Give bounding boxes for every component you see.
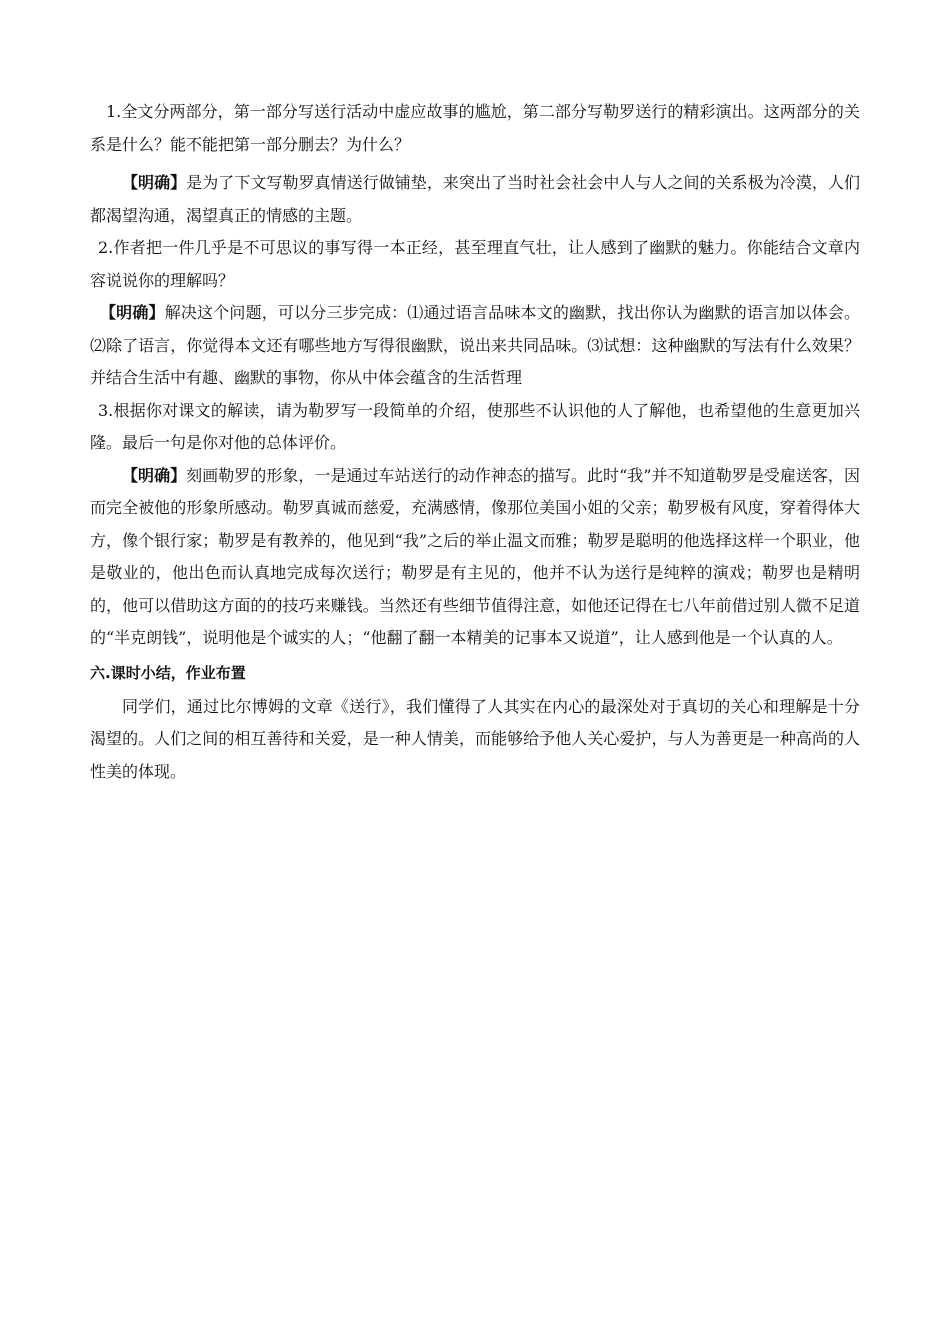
answer-2: [90, 297, 860, 395]
answer-3-text: 刻画勒罗的形象，一是通过车站送行的动作神态的描写。此时“我”并不知道勒罗是受雇送客，因而完全被他的形象所感动。勒罗真诚而慈爱，充满感情，像那位美国小姐的父亲；勒罗极有风度，穿着得体大方，像个银行家；勒罗是有教养的，他见到“我”之后的举止温文而雅；勒罗是聪明的他选择这样一个职业，他是敬业的，他出色而认真地完成每次送行；勒罗是有主见的，他并不认为送行是纯粹的演戏；勒罗也是精明的，他可以借助这方面的的技巧来赚钱。当然还有些细节值得注意，如他还记得在七八年前借过别人微不足道的“半克朗钱”，说明他是个诚实的人；“他翻了翻一本精美的记事本又说道”，让人感到他是一个认真的人。: [90, 465, 860, 647]
answer-3-tag: 【明确】: [122, 465, 187, 485]
question-1: 1.全文分两部分，第一部分写送行活动中虚应故事的尴尬，第二部分写勒罗送行的精彩演出。这两部分的关系是什么？能不能把第一部分删去？为什么？: [90, 102, 860, 154]
answer-1-text: 是为了下文写勒罗真情送行做铺垫，来突出了当时社会社会中人与人之间的关系极为冷漠，人们都渴望沟通，渴望真正的情感的主题。: [90, 173, 860, 225]
section-heading: 六.课时小结，作业布置: [90, 663, 246, 682]
question-3: 3.根据你对课文的解读，请为勒罗写一段简单的介绍，使那些不认识他的人了解他，也希望他的生意更加兴隆。最后一句是你对他的总体评价。: [90, 400, 860, 452]
answer-1: [90, 167, 860, 232]
question-2: 2.作者把一件几乎是不可思议的事写得一本正经，甚至理直气壮，让人感到了幽默的魅力。你能结合文章内容说说你的理解吗？: [90, 238, 860, 290]
answer-3: [90, 460, 860, 655]
document-content: [90, 96, 860, 788]
answer-1-tag: 【明确】: [122, 173, 187, 192]
answer-2-text: 解决这个问题，可以分三步完成：⑴通过语言品味本文的幽默，找出你认为幽默的语言加以体会。⑵除了语言，你觉得本文还有哪些地方写得很幽默，说出来共同品味。⑶试想：这种幽默的写法有什么效果？并结合生活中有趣、幽默的事物，你从中体会蕴含的生活哲理: [90, 303, 860, 387]
summary-paragraph: 同学们，通过比尔博姆的文章《送行》，我们懂得了人其实在内心的最深处对于真切的关心和理解是十分渴望的。人们之间的相互善待和关爱，是一种人情美，而能够给予他人关心爱护，与人为善更是一种高尚的人性美的体现。: [90, 696, 860, 781]
answer-2-tag: 【明确】: [100, 303, 165, 322]
